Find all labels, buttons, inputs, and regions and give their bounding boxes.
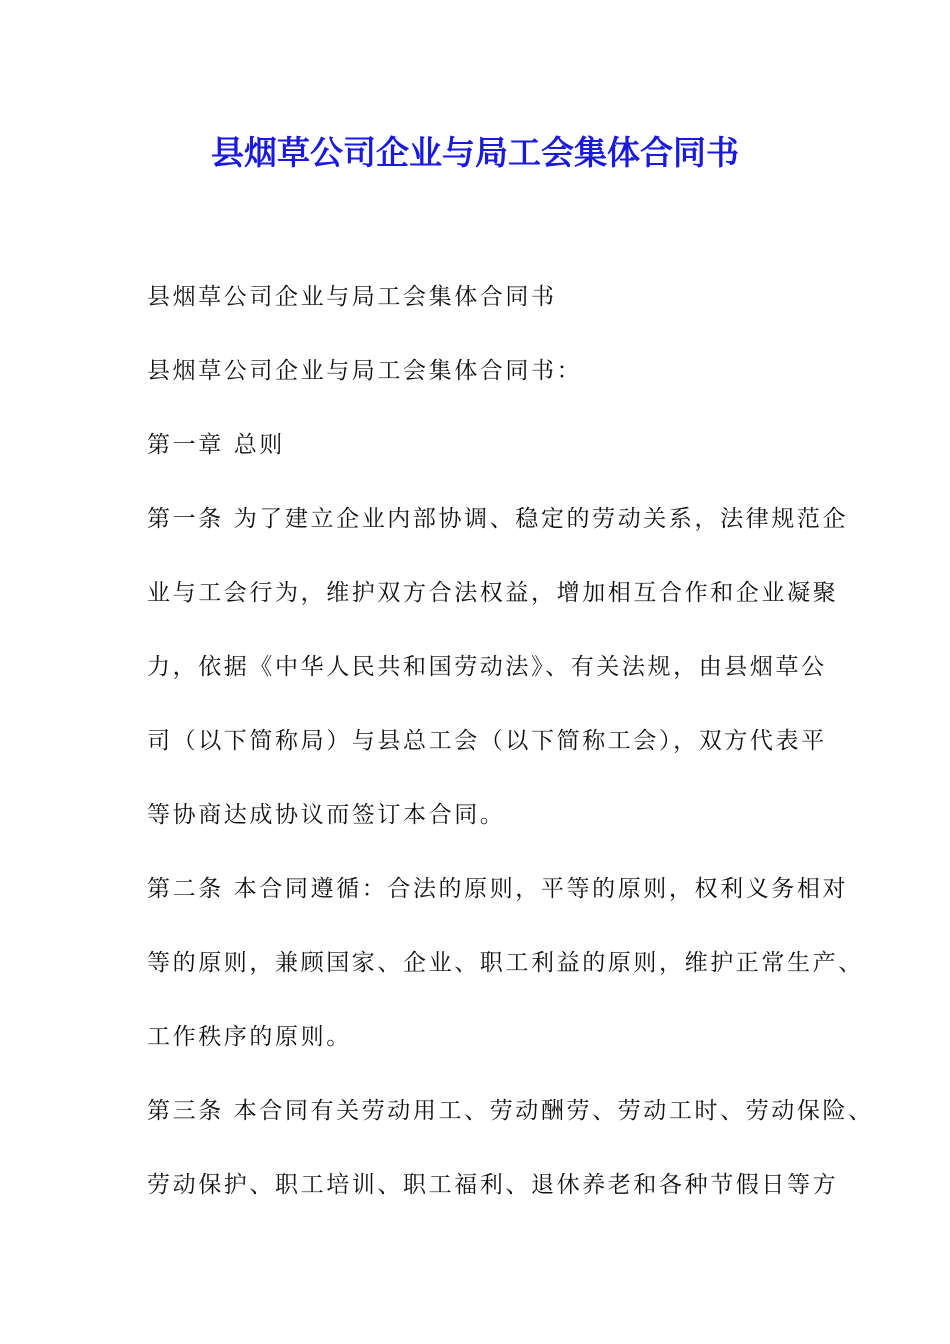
body-line: 司（以下简称局）与县总工会（以下简称工会），双方代表平 — [147, 728, 827, 754]
body-line: 县烟草公司企业与局工会集体合同书 — [147, 284, 557, 310]
document-title: 县烟草公司企业与局工会集体合同书 — [211, 133, 739, 172]
body-line: 劳动保护、职工培训、职工福利、退休养老和各种节假日等方 — [147, 1172, 839, 1198]
body-line: 第二条 本合同遵循：合法的原则，平等的原则，权利义务相对 — [147, 876, 849, 902]
body-line: 工作秩序的原则。 — [147, 1024, 352, 1050]
body-line: 第三条 本合同有关劳动用工、劳动酬劳、劳动工时、劳动保险、 — [147, 1098, 874, 1124]
document-body — [147, 260, 874, 1222]
body-line: 等的原则，兼顾国家、企业、职工利益的原则，维护正常生产、 — [147, 950, 864, 976]
body-line: 第一条 为了建立企业内部协调、稳定的劳动关系，法律规范企 — [147, 506, 849, 532]
chapter-heading: 第一章 总则 — [147, 432, 285, 458]
body-line: 等协商达成协议而签订本合同。 — [147, 802, 506, 828]
body-line: 县烟草公司企业与局工会集体合同书： — [147, 358, 583, 384]
body-line: 业与工会行为，维护双方合法权益，增加相互合作和企业凝聚 — [147, 580, 839, 606]
body-line: 力，依据《中华人民共和国劳动法》、有关法规，由县烟草公 — [147, 654, 827, 680]
